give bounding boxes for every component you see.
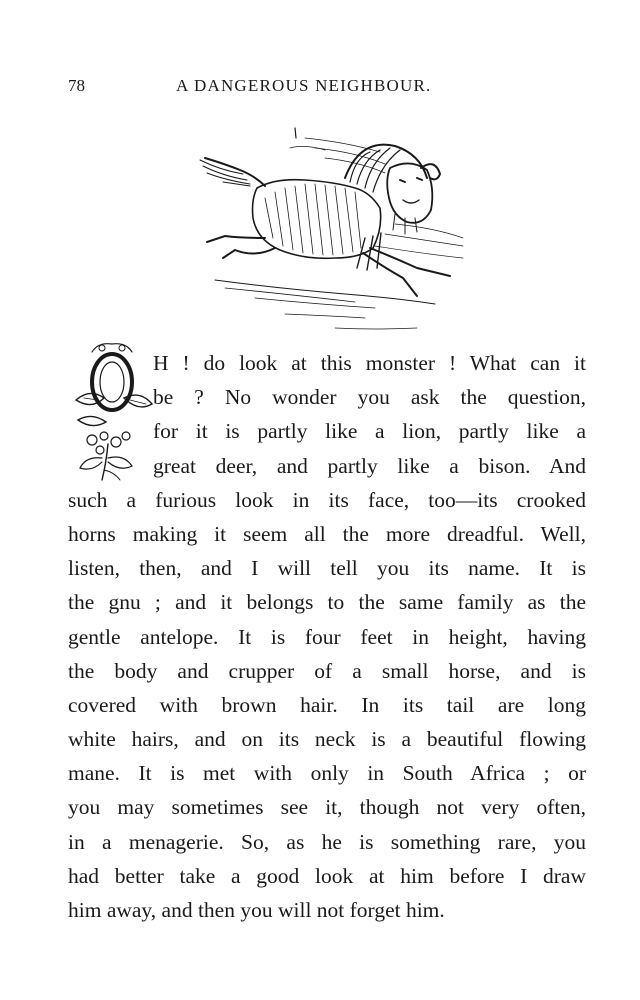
text-line: gentle antelope. It is four feet in height, having: [68, 624, 586, 649]
text-line: be ? No wonder you ask the question,: [153, 385, 586, 410]
text-line: the gnu ; and it belongs to the same family as the: [68, 590, 586, 615]
running-head: [68, 76, 588, 100]
text-line: you may sometimes see it, though not very often,: [68, 795, 586, 820]
running-title: A DANGEROUS NEIGHBOUR.: [176, 76, 432, 95]
text-line: the body and crupper of a small horse, and is: [68, 658, 586, 683]
text-line: had better take a good look at him before I draw: [68, 863, 586, 888]
text-line: in a menagerie. So, as he is something rare, you: [68, 829, 586, 854]
text-line: mane. It is met with only in South Africa ; or: [68, 761, 586, 786]
text-line: great deer, and partly like a bison. And: [153, 453, 586, 478]
text-line: covered with brown hair. In its tail are long: [68, 692, 586, 717]
text-line: listen, then, and I will tell you its name. It is: [68, 556, 586, 581]
text-line: him away, and then you will not forget him.: [68, 898, 445, 922]
body-text: [68, 346, 586, 927]
text-line: for it is partly like a lion, partly like a: [153, 419, 586, 444]
text-line: white hairs, and on its neck is a beautiful flowing: [68, 727, 586, 752]
text-line: H ! do look at this monster ! What can it: [153, 351, 586, 375]
gnu-engraving-icon: [195, 118, 465, 340]
text-line: horns making it seem all the more dreadful. Well,: [68, 521, 586, 546]
page-number: 78: [68, 76, 85, 95]
text-line: such a furious look in its face, too—its crooked: [68, 487, 586, 512]
